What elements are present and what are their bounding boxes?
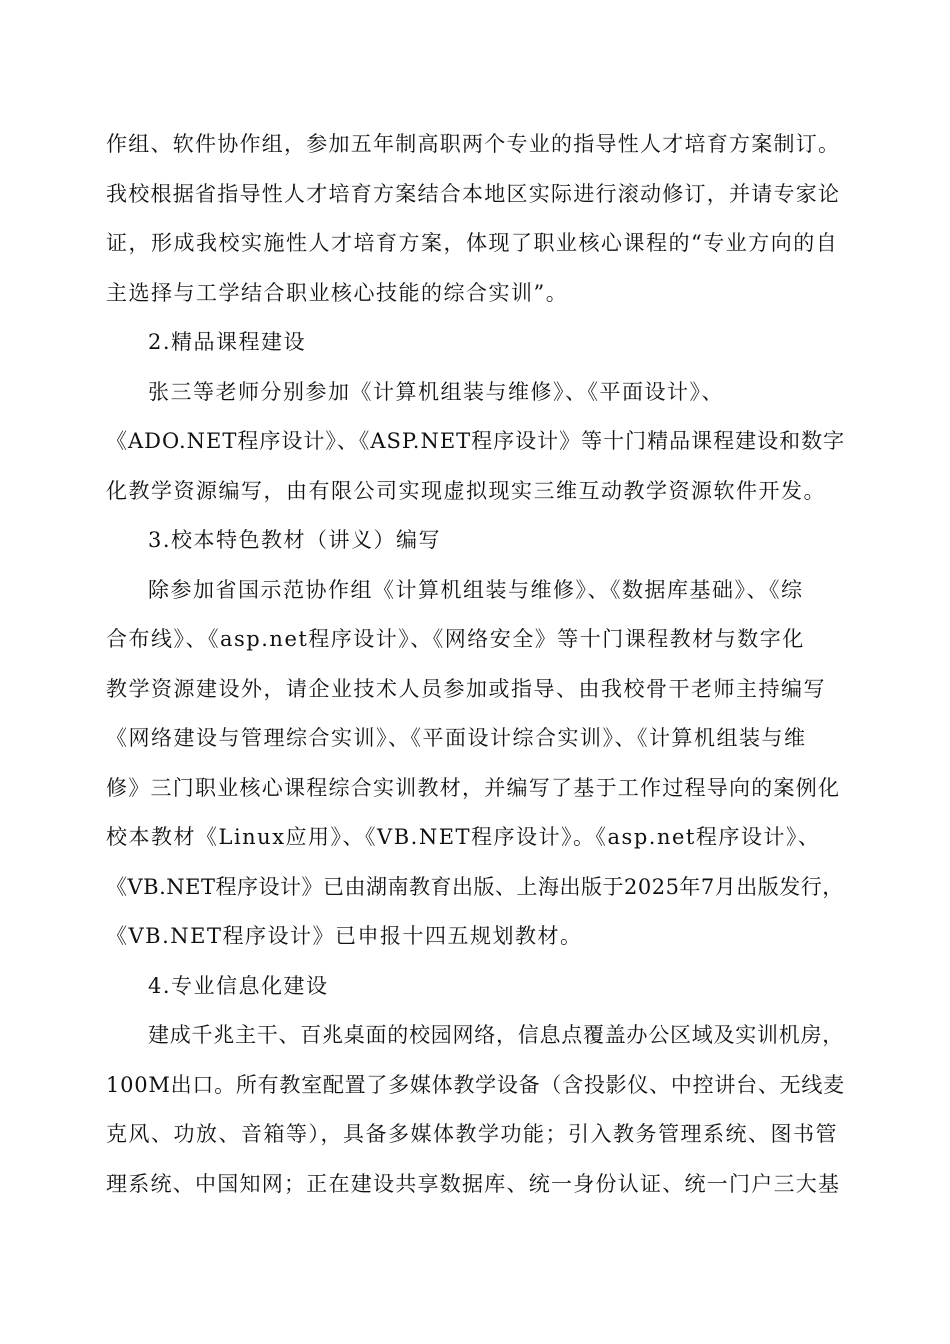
- text-line: 《ADO.NET程序设计》、《ASP.NET程序设计》等十门精品课程建设和数字: [106, 429, 846, 453]
- text-line: 《网络建设与管理综合实训》、《平面设计综合实训》、《计算机组装与维: [106, 726, 807, 750]
- text-line: 2.精品课程建设: [148, 330, 307, 354]
- text-line: 理系统、中国知网；正在建设共享数据库、统一身份认证、统一门户三大基: [106, 1171, 841, 1196]
- text-line: 除参加省国示范协作组《计算机组装与维修》、《数据库基础》、《综: [148, 577, 804, 602]
- text-line: 《VB.NET程序设计》已申报十四五规划教材。: [106, 924, 583, 948]
- text-line: 张三等老师分别参加《计算机组装与维修》、《平面设计》、: [148, 379, 724, 404]
- text-line: 证，形成我校实施性人才培育方案，体现了职业核心课程的“专业方向的自: [106, 231, 839, 255]
- text-line: 建成千兆主干、百兆桌面的校园网络，信息点覆盖办公区域及实训机房，: [148, 1023, 844, 1047]
- text-line: 主选择与工学结合职业核心技能的综合实训”。: [106, 280, 569, 305]
- text-line: 4.专业信息化建设: [148, 973, 329, 998]
- text-line: 我校根据省指导性人才培育方案结合本地区实际进行滚动修订，并请专家论: [106, 181, 841, 206]
- text-line: 作组、软件协作组，参加五年制高职两个专业的指导性人才培育方案制订。: [106, 132, 841, 156]
- text-line: 合布线》、《asp.net程序设计》、《网络安全》等十门课程教材与数字化: [106, 627, 805, 651]
- text-line: 修》三门职业核心课程综合实训教材，并编写了基于工作过程导向的案例化: [106, 775, 841, 800]
- text-line: 化教学资源编写，由有限公司实现虚拟现实三维互动教学资源软件开发。: [106, 478, 826, 503]
- text-line: 校本教材《Linux应用》、《VB.NET程序设计》。《asp.net程序设计》、: [106, 825, 821, 849]
- text-line: 3.校本特色教材（讲义）编写: [148, 528, 442, 552]
- text-line: 教学资源建设外，请企业技术人员参加或指导、由我校骨干老师主持编写: [106, 676, 826, 701]
- document-body: [106, 120, 846, 1209]
- text-line: 克风、功放、音箱等），具备多媒体教学功能；引入教务管理系统、图书管: [106, 1122, 838, 1146]
- text-line: 《VB.NET程序设计》已由湖南教育出版、上海出版于2025年7月出版发行，: [106, 874, 844, 899]
- text-line: 100M出口。所有教室配置了多媒体教学设备（含投影仪、中控讲台、无线麦: [106, 1072, 845, 1097]
